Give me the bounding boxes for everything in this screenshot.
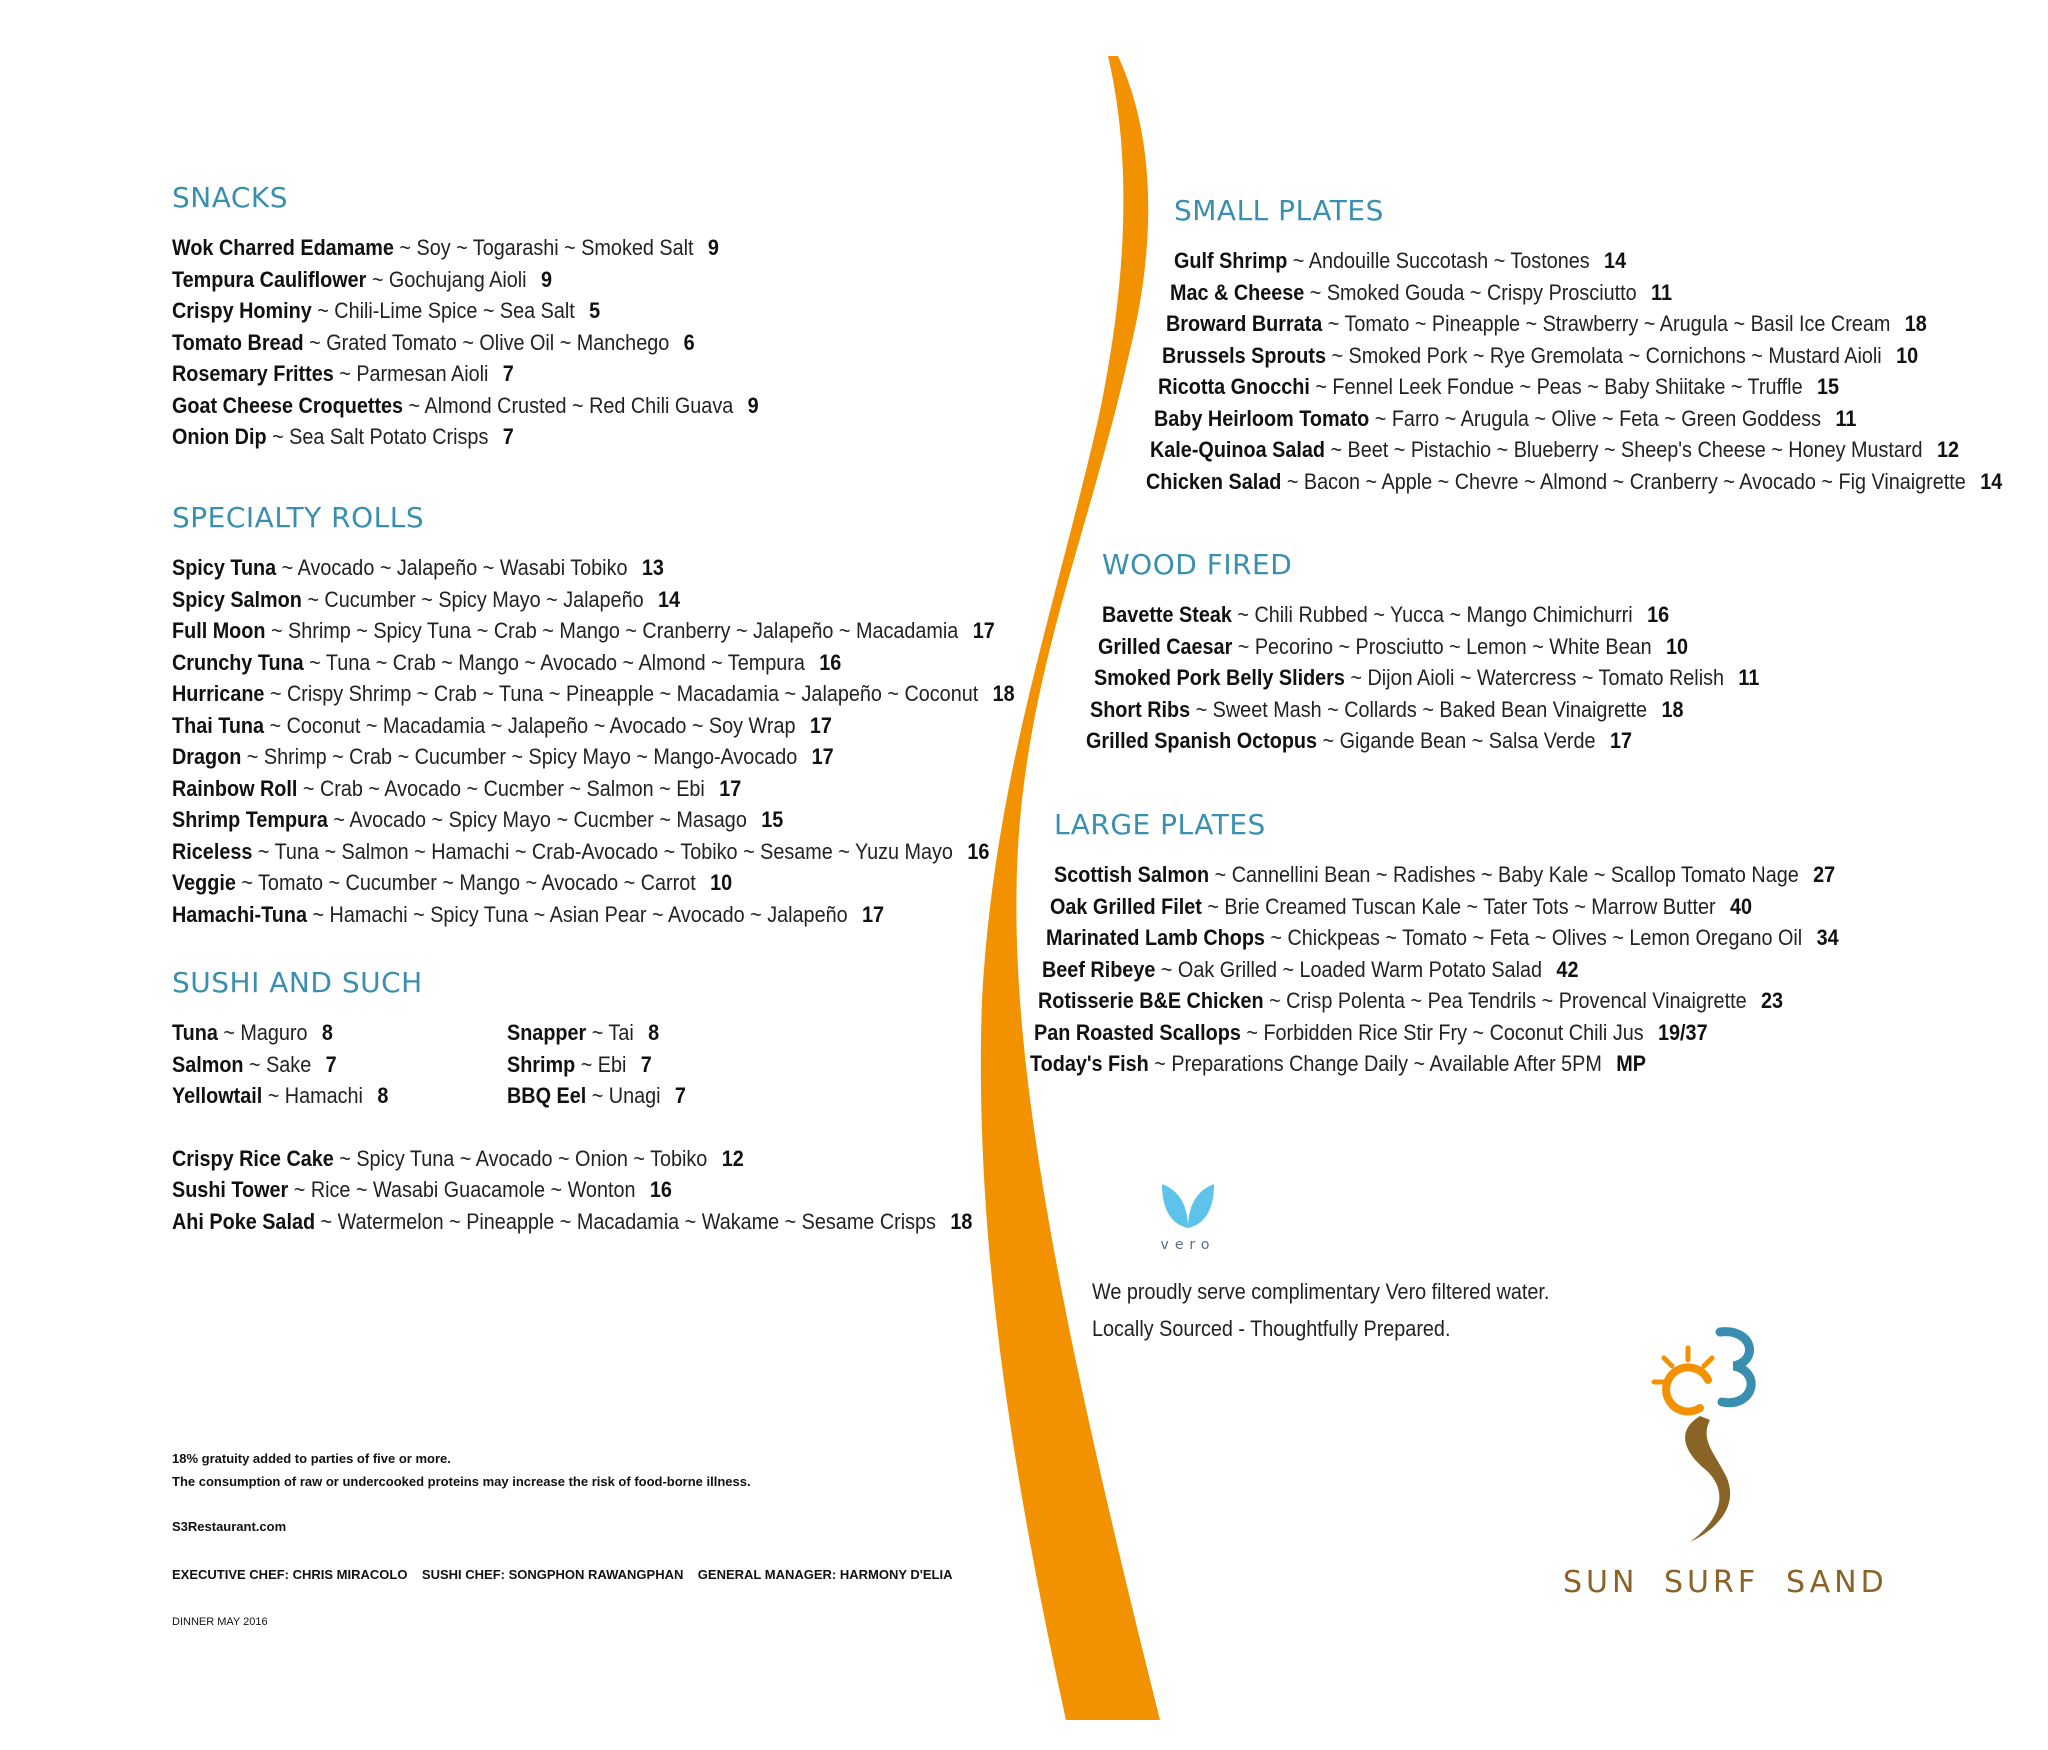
menu-item-name: Snapper bbox=[507, 1020, 587, 1045]
menu-item bbox=[172, 295, 759, 327]
menu-item bbox=[1154, 403, 2003, 435]
menu-item-price: 17 bbox=[811, 744, 834, 769]
menu-item-price: 18 bbox=[1904, 311, 1927, 336]
menu-item bbox=[172, 584, 1015, 616]
sushi-grid bbox=[172, 1017, 1061, 1112]
menu-item-desc: ~ Andouille Succotash ~ Tostones bbox=[1287, 248, 1590, 273]
sushi-section bbox=[172, 966, 1061, 1237]
menu-item-name: Tomato Bread bbox=[172, 329, 304, 355]
menu-item-price: 11 bbox=[1738, 665, 1760, 690]
menu-item-name: Spicy Salmon bbox=[172, 586, 302, 612]
menu-item-price: 40 bbox=[1730, 893, 1753, 919]
menu-item bbox=[172, 836, 1015, 868]
menu-item bbox=[172, 421, 759, 453]
menu-item-desc: ~ Maguro bbox=[217, 1020, 308, 1045]
menu-item-price: 9 bbox=[707, 235, 719, 260]
menu-item-name: Yellowtail bbox=[172, 1083, 263, 1108]
menu-item-price: 19/37 bbox=[1658, 1019, 1708, 1045]
menu-item bbox=[172, 358, 759, 390]
menu-item-desc: ~ Fennel Leek Fondue ~ Peas ~ Baby Shiitake ~ Truffle bbox=[1309, 374, 1803, 399]
menu-item bbox=[172, 390, 759, 422]
menu-item bbox=[1038, 985, 1838, 1017]
menu-item-name: Crispy Rice Cake bbox=[172, 1145, 334, 1171]
menu-item bbox=[172, 867, 1015, 899]
menu-item-price: 8 bbox=[377, 1083, 389, 1108]
menu-item-name: Rotisserie B&E Chicken bbox=[1038, 988, 1264, 1013]
menu-item-price: 13 bbox=[641, 555, 664, 580]
menu-item-desc: ~ Bacon ~ Apple ~ Chevre ~ Almond ~ Cranberry ~ Avocado ~ Fig Vinaigrette bbox=[1281, 468, 1966, 494]
menu-item-price: 23 bbox=[1760, 988, 1784, 1013]
menu-item-price: 17 bbox=[1609, 728, 1632, 753]
menu-item-desc: ~ Brie Creamed Tuscan Kale ~ Tater Tots ~ Marrow Butter bbox=[1201, 893, 1716, 919]
menu-item-price: 14 bbox=[1604, 248, 1627, 273]
menu-item-name: Goat Cheese Croquettes bbox=[172, 392, 404, 418]
menu-item-name: Ahi Poke Salad bbox=[172, 1208, 316, 1234]
menu-item-price: 14 bbox=[658, 586, 681, 612]
menu-item bbox=[1050, 891, 1839, 923]
menu-item-name: Short Ribs bbox=[1090, 696, 1191, 722]
sushi-list bbox=[172, 1143, 1061, 1238]
menu-item bbox=[507, 1049, 723, 1081]
menu-item-desc: ~ Tai bbox=[586, 1020, 634, 1045]
menu-item-desc: ~ Ebi bbox=[575, 1051, 627, 1077]
specialty-rolls-list bbox=[172, 552, 1108, 930]
menu-item-price: 17 bbox=[809, 712, 832, 738]
menu-item-desc: ~ Hamachi bbox=[262, 1083, 363, 1108]
menu-item-desc: ~ Tomato ~ Cucumber ~ Mango ~ Avocado ~ Carrot bbox=[235, 870, 696, 895]
menu-item-name: Kale-Quinoa Salad bbox=[1150, 437, 1325, 462]
menu-item bbox=[172, 232, 759, 264]
menu-item-name: Crispy Hominy bbox=[172, 298, 312, 323]
menu-item bbox=[172, 1143, 972, 1175]
menu-item-desc: ~ Crisp Polenta ~ Pea Tendrils ~ Provencal Vinaigrette bbox=[1263, 988, 1747, 1013]
menu-item-name: Pan Roasted Scallops bbox=[1034, 1019, 1241, 1045]
menu-item-price: 16 bbox=[649, 1177, 672, 1202]
menu-item-desc: ~ Farro ~ Arugula ~ Olive ~ Feta ~ Green Goddess bbox=[1369, 405, 1822, 431]
menu-item bbox=[1034, 1017, 1837, 1049]
menu-item-desc: ~ Tomato ~ Pineapple ~ Strawberry ~ Arugula ~ Basil Ice Cream bbox=[1322, 311, 1891, 336]
menu-item-name: Hurricane bbox=[172, 681, 265, 706]
specialty-rolls-section bbox=[172, 501, 1108, 930]
menu-item bbox=[1098, 631, 1760, 663]
snacks-list bbox=[172, 232, 824, 453]
section-title-small-plates: SMALL PLATES bbox=[1174, 194, 1384, 227]
menu-item bbox=[172, 615, 1015, 647]
menu-item-price: 7 bbox=[325, 1051, 337, 1077]
menu-item-name: Rainbow Roll bbox=[172, 775, 298, 801]
menu-item-price: 9 bbox=[747, 392, 759, 418]
menu-item-desc: ~ Avocado ~ Spicy Mayo ~ Cucmber ~ Masago bbox=[327, 807, 747, 832]
menu-item-desc: ~ Avocado ~ Jalapeño ~ Wasabi Tobiko bbox=[276, 555, 628, 580]
menu-item-name: Chicken Salad bbox=[1146, 468, 1282, 494]
menu-item bbox=[1030, 1048, 1837, 1080]
website: S3Restaurant.com bbox=[172, 1519, 287, 1534]
menu-item-price: 10 bbox=[710, 870, 733, 895]
menu-item-price: 8 bbox=[321, 1020, 333, 1045]
menu-item-price: 5 bbox=[589, 298, 601, 323]
menu-item-name: Smoked Pork Belly Sliders bbox=[1094, 665, 1345, 690]
menu-item-desc: ~ Crispy Shrimp ~ Crab ~ Tuna ~ Pineapple ~ Macadamia ~ Jalapeño ~ Coconut bbox=[264, 681, 979, 706]
small-plates-section bbox=[1146, 194, 2048, 497]
menu-edition: DINNER MAY 2016 bbox=[172, 1616, 268, 1628]
menu-item-price: 12 bbox=[721, 1145, 744, 1171]
menu-item-name: Dragon bbox=[172, 744, 242, 769]
menu-item-desc: ~ Grated Tomato ~ Olive Oil ~ Manchego bbox=[303, 329, 670, 355]
menu-item-name: Grilled Spanish Octopus bbox=[1086, 728, 1318, 753]
section-title-wood-fired: WOOD FIRED bbox=[1102, 548, 1293, 581]
menu-item-price: 12 bbox=[1936, 437, 1959, 462]
menu-item-desc: ~ Sweet Mash ~ Collards ~ Baked Bean Vinaigrette bbox=[1190, 696, 1648, 722]
menu-item-price: 9 bbox=[540, 266, 552, 292]
menu-item-name: Oak Grilled Filet bbox=[1050, 893, 1202, 919]
menu-item-desc: ~ Shrimp ~ Crab ~ Cucumber ~ Spicy Mayo ~ Mango-Avocado bbox=[241, 744, 798, 769]
menu-item bbox=[1170, 277, 2005, 309]
menu-item bbox=[1102, 599, 1760, 631]
menu-item-price: 7 bbox=[640, 1051, 652, 1077]
menu-item-price: 18 bbox=[1661, 696, 1684, 722]
menu-item-desc: ~ Beet ~ Pistachio ~ Blueberry ~ Sheep's Cheese ~ Honey Mustard bbox=[1324, 437, 1923, 462]
menu-item bbox=[172, 264, 759, 296]
menu-item-desc: ~ Chili Rubbed ~ Yucca ~ Mango Chimichurri bbox=[1231, 602, 1633, 627]
menu-item-desc: ~ Gigande Bean ~ Salsa Verde bbox=[1317, 728, 1596, 753]
menu-item bbox=[172, 1017, 474, 1049]
brand-sand: SAND bbox=[1786, 1565, 1888, 1600]
menu-item-desc: ~ Spicy Tuna ~ Avocado ~ Onion ~ Tobiko bbox=[333, 1145, 708, 1171]
menu-item-name: Onion Dip bbox=[172, 424, 267, 449]
menu-item-desc: ~ Watermelon ~ Pineapple ~ Macadamia ~ Wakame ~ Sesame Crisps bbox=[315, 1208, 936, 1234]
menu-item bbox=[172, 327, 759, 359]
menu-item-name: Spicy Tuna bbox=[172, 555, 277, 580]
menu-item-name: Ricotta Gnocchi bbox=[1158, 374, 1310, 399]
menu-item-desc: ~ Tuna ~ Crab ~ Mango ~ Avocado ~ Almond ~ Tempura bbox=[303, 649, 805, 675]
menu-item-price: 16 bbox=[1647, 602, 1670, 627]
menu-item-desc: ~ Gochujang Aioli bbox=[366, 266, 527, 292]
menu-item-name: Veggie bbox=[172, 870, 236, 895]
menu-item-price: 16 bbox=[819, 649, 842, 675]
menu-item-name: Hamachi-Tuna bbox=[172, 901, 307, 927]
menu-item-price: 7 bbox=[502, 424, 514, 449]
menu-item bbox=[1166, 308, 2004, 340]
menu-item-price: 8 bbox=[648, 1020, 660, 1045]
menu-item bbox=[172, 678, 1015, 710]
menu-item-price: 17 bbox=[972, 618, 995, 643]
menu-item-price: 18 bbox=[950, 1208, 973, 1234]
menu-item-name: Tempura Cauliflower bbox=[172, 266, 367, 292]
menu-item bbox=[1046, 922, 1839, 954]
menu-item-price: 10 bbox=[1666, 633, 1689, 659]
menu-item-desc: ~ Chickpeas ~ Tomato ~ Feta ~ Olives ~ Lemon Oregano Oil bbox=[1264, 925, 1803, 950]
menu-item bbox=[1158, 371, 2003, 403]
vero-wordmark: vero bbox=[1160, 1237, 1216, 1253]
menu-item-desc: ~ Tuna ~ Salmon ~ Hamachi ~ Crab-Avocado ~ Tobiko ~ Sesame ~ Yuzu Mayo bbox=[252, 838, 953, 864]
menu-item-desc: ~ Soy ~ Togarashi ~ Smoked Salt bbox=[393, 235, 694, 260]
menu-item-name: Sushi Tower bbox=[172, 1177, 289, 1202]
vero-leaf-icon bbox=[1156, 1178, 1220, 1232]
menu-item-name: BBQ Eel bbox=[507, 1083, 587, 1108]
menu-item bbox=[172, 1049, 474, 1081]
wood-fired-section bbox=[1086, 548, 1833, 757]
small-plates-list bbox=[1146, 245, 2048, 497]
menu-item-desc: ~ Sake bbox=[243, 1051, 312, 1077]
food-warning: The consumption of raw or undercooked proteins may increase the risk of food-borne illness. bbox=[172, 1474, 751, 1489]
menu-item-name: Rosemary Frittes bbox=[172, 361, 334, 386]
menu-item bbox=[172, 552, 1015, 584]
menu-item bbox=[1054, 859, 1839, 891]
large-plates-list bbox=[1030, 859, 1927, 1080]
menu-item-desc: ~ Coconut ~ Macadamia ~ Jalapeño ~ Avocado ~ Soy Wrap bbox=[264, 712, 796, 738]
menu-item-desc: ~ Almond Crusted ~ Red Chili Guava bbox=[403, 392, 734, 418]
menu-item-desc: ~ Pecorino ~ Prosciutto ~ Lemon ~ White Bean bbox=[1232, 633, 1652, 659]
menu-item-price: 42 bbox=[1556, 956, 1579, 982]
menu-item-desc: ~ Oak Grilled ~ Loaded Warm Potato Salad bbox=[1155, 956, 1543, 982]
menu-item-price: 18 bbox=[992, 681, 1015, 706]
section-title-specialty-rolls: SPECIALTY ROLLS bbox=[172, 501, 425, 534]
section-title-sushi: SUSHI AND SUCH bbox=[172, 966, 423, 999]
menu-item bbox=[172, 773, 1015, 805]
menu-item-desc: ~ Shrimp ~ Spicy Tuna ~ Crab ~ Mango ~ Cranberry ~ Jalapeño ~ Macadamia bbox=[265, 618, 959, 643]
menu-item bbox=[172, 710, 1015, 742]
menu-item-desc: ~ Hamachi ~ Spicy Tuna ~ Asian Pear ~ Avocado ~ Jalapeño bbox=[306, 901, 848, 927]
menu-item-price: 11 bbox=[1651, 279, 1672, 305]
menu-item bbox=[1174, 245, 2005, 277]
menu-item-name: Salmon bbox=[172, 1051, 244, 1077]
menu-item bbox=[507, 1017, 723, 1049]
menu-item-desc: ~ Rice ~ Wasabi Guacamole ~ Wonton bbox=[288, 1177, 636, 1202]
menu-item bbox=[1162, 340, 2004, 372]
menu-item bbox=[172, 804, 1015, 836]
menu-item bbox=[172, 1080, 474, 1112]
menu-item-price: 6 bbox=[683, 329, 695, 355]
wood-fired-list bbox=[1086, 599, 1833, 757]
menu-item-price: 16 bbox=[967, 838, 990, 864]
menu-item bbox=[1086, 725, 1759, 757]
menu-item-name: Baby Heirloom Tomato bbox=[1154, 405, 1370, 431]
menu-item bbox=[172, 1206, 972, 1238]
menu-item-name: Full Moon bbox=[172, 618, 266, 643]
menu-item-desc: ~ Preparations Change Daily ~ Available After 5PM bbox=[1148, 1051, 1602, 1076]
menu-item-price: 17 bbox=[862, 901, 885, 927]
menu-item-price: 11 bbox=[1835, 405, 1857, 431]
menu-item-price: 34 bbox=[1816, 925, 1839, 950]
menu-item-name: Brussels Sprouts bbox=[1162, 342, 1326, 368]
menu-item-price: MP bbox=[1616, 1051, 1646, 1076]
vero-note: We proudly serve complimentary Vero filtered water. bbox=[1092, 1279, 1550, 1304]
menu-item-desc: ~ Dijon Aioli ~ Watercress ~ Tomato Relish bbox=[1344, 665, 1725, 690]
menu-item-price: 7 bbox=[674, 1083, 686, 1108]
menu-item-desc: ~ Smoked Gouda ~ Crispy Prosciutto bbox=[1304, 279, 1637, 305]
brand-surf: SURF bbox=[1664, 1565, 1760, 1600]
menu-item-name: Crunchy Tuna bbox=[172, 649, 304, 675]
menu-item-name: Broward Burrata bbox=[1166, 311, 1323, 336]
menu-item bbox=[1090, 694, 1759, 726]
s3-sun-logo-icon bbox=[1650, 1320, 1780, 1560]
menu-item-name: Tuna bbox=[172, 1020, 218, 1045]
menu-item-desc: ~ Sea Salt Potato Crisps bbox=[266, 424, 489, 449]
menu-item bbox=[507, 1080, 723, 1112]
menu-item-desc: ~ Forbidden Rice Stir Fry ~ Coconut Chili Jus bbox=[1240, 1019, 1644, 1045]
menu-item-name: Gulf Shrimp bbox=[1174, 248, 1288, 273]
menu-item bbox=[1150, 434, 2003, 466]
staff-credits: EXECUTIVE CHEF: CHRIS MIRACOLO SUSHI CHEF: SONGPHON RAWANGPHAN GENERAL MANAGER: HARMONY D'ELIA bbox=[172, 1567, 953, 1582]
section-title-large-plates: LARGE PLATES bbox=[1054, 808, 1266, 841]
menu-item-price: 10 bbox=[1896, 342, 1919, 368]
menu-item-name: Marinated Lamb Chops bbox=[1046, 925, 1265, 950]
menu-item-desc: ~ Chili-Lime Spice ~ Sea Salt bbox=[311, 298, 575, 323]
menu-item-name: Shrimp Tempura bbox=[172, 807, 328, 832]
menu-item bbox=[1146, 466, 2002, 498]
menu-item-desc: ~ Crab ~ Avocado ~ Cucmber ~ Salmon ~ Ebi bbox=[297, 775, 705, 801]
menu-item-name: Grilled Caesar bbox=[1098, 633, 1233, 659]
menu-item bbox=[1042, 954, 1838, 986]
vero-logo bbox=[1128, 1178, 1248, 1253]
menu-item-name: Bavette Steak bbox=[1102, 602, 1232, 627]
menu-item-name: Wok Charred Edamame bbox=[172, 235, 394, 260]
menu-item-price: 7 bbox=[502, 361, 514, 386]
local-tagline: Locally Sourced - Thoughtfully Prepared. bbox=[1092, 1316, 1451, 1341]
menu-item-desc: ~ Cannellini Bean ~ Radishes ~ Baby Kale ~ Scallop Tomato Nage bbox=[1209, 862, 1799, 887]
menu-item bbox=[172, 647, 1015, 679]
menu-item-desc: ~ Parmesan Aioli bbox=[333, 361, 489, 386]
menu-item-name: Riceless bbox=[172, 838, 253, 864]
brand-sun: SUN bbox=[1563, 1565, 1639, 1600]
large-plates-section bbox=[1030, 808, 1927, 1080]
menu-item bbox=[172, 1174, 972, 1206]
menu-item-price: 27 bbox=[1813, 862, 1836, 887]
menu-item-price: 17 bbox=[719, 775, 742, 801]
menu-item-price: 15 bbox=[1816, 374, 1840, 399]
gratuity-note: 18% gratuity added to parties of five or more. bbox=[172, 1451, 451, 1466]
menu-item-name: Scottish Salmon bbox=[1054, 862, 1210, 887]
menu-item-name: Today's Fish bbox=[1030, 1051, 1149, 1076]
menu-item-desc: ~ Smoked Pork ~ Rye Gremolata ~ Cornichons ~ Mustard Aioli bbox=[1325, 342, 1882, 368]
menu-item-desc: ~ Unagi bbox=[586, 1083, 661, 1108]
menu-item-name: Beef Ribeye bbox=[1042, 956, 1156, 982]
menu-item bbox=[172, 741, 1015, 773]
section-title-snacks: SNACKS bbox=[172, 181, 289, 214]
menu-item-name: Shrimp bbox=[507, 1051, 576, 1077]
menu-item bbox=[1094, 662, 1759, 694]
menu-item bbox=[172, 899, 1015, 931]
menu-item-name: Mac & Cheese bbox=[1170, 279, 1305, 305]
menu-item-price: 15 bbox=[761, 807, 784, 832]
menu-item-desc: ~ Cucumber ~ Spicy Mayo ~ Jalapeño bbox=[301, 586, 644, 612]
menu-item-name: Thai Tuna bbox=[172, 712, 265, 738]
menu-item-price: 14 bbox=[1980, 468, 2003, 494]
snacks-section bbox=[172, 181, 824, 453]
